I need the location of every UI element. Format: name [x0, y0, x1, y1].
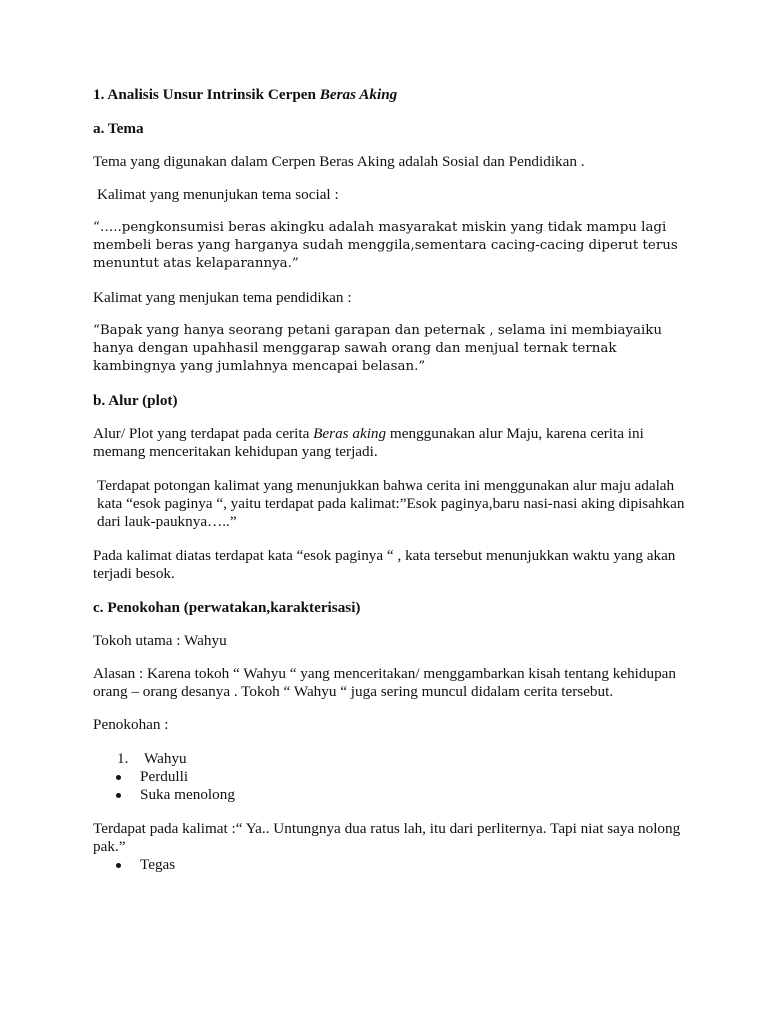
title-text: 1. Analisis Unsur Intrinsik Cerpen: [93, 86, 320, 103]
section-heading-penokohan: c. Penokohan (perwatakan,karakterisasi): [93, 599, 361, 616]
trait-text: Tegas: [140, 856, 176, 873]
alur-paragraph-1: [93, 425, 693, 461]
alasan-paragraph: Alasan : Karena tokoh “ Wahyu “ yang menceritakan/ menggambarkan kisah tentang kehidupan orang – orang desanya . Tokoh “ Wahyu “ juga sering muncul didalam cerita tersebut.: [93, 665, 677, 700]
section-heading-alur: b. Alur (plot): [93, 392, 178, 409]
bullet-icon: [116, 775, 121, 780]
alur-p1-italic: Beras aking: [313, 425, 387, 442]
alur-paragraph-2: Terdapat potongan kalimat yang menunjukkan bahwa cerita ini menggunakan alur maju adalah kata “esok paginya “, yaitu terdapat pada kalimat:”Esok paginya,baru nasi-nasi aking dipisahkan dari lauk-pauknya…..”: [97, 477, 685, 530]
penokohan-label: Penokohan :: [93, 716, 169, 733]
list-item: [93, 768, 693, 786]
list-item: [93, 786, 693, 804]
trait-text: Perdulli: [140, 768, 189, 785]
tema-quote-2: “Bapak yang hanya seorang petani garapan dan peternak , selama ini membiayaiku hanya dengan upahhasil menggarap sawah orang dan menjual ternak ternak kambingnya yang jumlahnya mencapai belasan.”: [93, 323, 663, 374]
tema-paragraph-1: Tema yang digunakan dalam Cerpen Beras Aking adalah Sosial dan Pendidikan .: [93, 153, 585, 170]
alur-paragraph-3: Pada kalimat diatas terdapat kata “esok paginya “ , kata tersebut menunjukkan waktu yang akan terjadi besok.: [93, 547, 676, 582]
trait-text: Suka menolong: [140, 786, 235, 803]
trait-list: [93, 768, 693, 804]
list-item-text: Wahyu: [144, 750, 187, 767]
tema-paragraph-3: Kalimat yang menjukan tema pendidikan :: [93, 289, 352, 306]
list-item: [93, 856, 693, 874]
tema-paragraph-2: Kalimat yang menunjukan tema social :: [97, 186, 339, 203]
tokoh-utama: Tokoh utama : Wahyu: [93, 632, 227, 649]
bullet-icon: [116, 863, 121, 868]
trait-list-2: [93, 856, 693, 874]
tema-quote-1: “…..pengkonsumisi beras akingku adalah masyarakat miskin yang tidak mampu lagi membeli beras yang harganya sudah menggila,sementara cacing-cacing diperut terus menuntut atas kelaparannya.”: [93, 220, 678, 271]
list-number: 1.: [117, 750, 129, 767]
title-italic-text: Beras Aking: [319, 86, 398, 103]
section-heading-tema: a. Tema: [93, 120, 144, 137]
document-content: [93, 86, 693, 874]
alur-p1-text-b: menggunakan alur Maju, karena cerita ini memang menceritakan kehidupan yang terjadi.: [93, 425, 644, 460]
bullet-icon: [116, 793, 121, 798]
document-title: [93, 86, 693, 104]
kalimat-paragraph: Terdapat pada kalimat :“ Ya.. Untungnya dua ratus lah, itu dari perliternya. Tapi niat saya nolong pak.”: [93, 820, 681, 855]
alur-p1-text-a: Alur/ Plot yang terdapat pada cerita: [93, 425, 314, 442]
numbered-item-1: [93, 750, 693, 768]
